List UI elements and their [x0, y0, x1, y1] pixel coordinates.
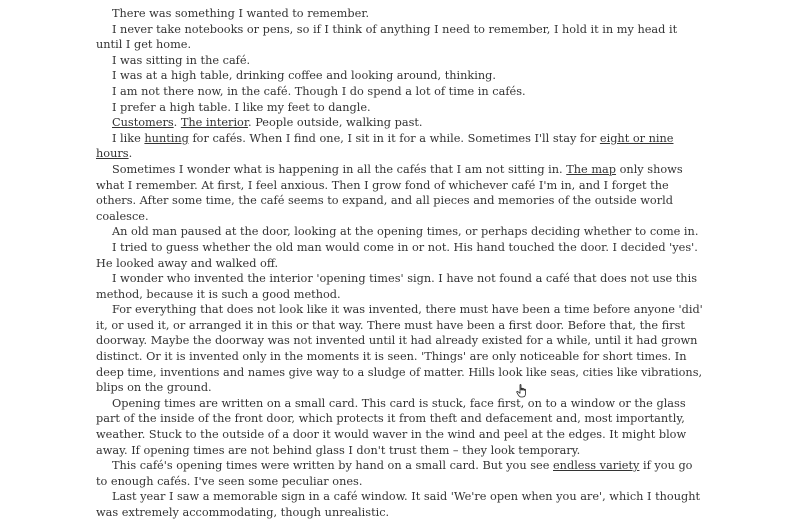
paragraph: [96, 240, 706, 271]
text-run: An old man paused at the door, looking at the opening times, or perhaps deciding whether to come in.: [112, 225, 699, 239]
text-run: I like: [112, 131, 145, 145]
paragraph: [96, 224, 706, 240]
text-run: I am not there now, in the café. Though I do spend a lot of time in cafés.: [112, 84, 526, 98]
text-run: Last year I saw a memorable sign in a café window. It said 'We're open when you are', which I thought was extremely accommodating, though unrealistic.: [96, 490, 701, 519]
paragraph: [96, 489, 706, 520]
text-link[interactable]: endless variety: [553, 459, 640, 473]
text-run: Opening times are written on a small card. This card is stuck, face first, on to a window or the glass part of the inside of the front door, which protects it from theft and defacement and, most importantly, weather. Stuck to the outside of a door it would waver in the wind and peel at the edges. It might blow away. If opening times are not behind glass I don't trust them – they look temporary.: [96, 396, 687, 457]
paragraph: [96, 162, 706, 224]
text-run: Sometimes I wonder what is happening in all the cafés that I am not sitting in.: [112, 162, 567, 176]
paragraph: [96, 84, 706, 100]
text-link[interactable]: The interior: [180, 116, 249, 130]
text-run: There was something I wanted to remember.: [112, 7, 370, 20]
text-run: . People outside, walking past.: [248, 116, 423, 130]
paragraph: [96, 68, 706, 84]
hand-pointer-icon: [516, 384, 528, 398]
text-run: .: [128, 147, 133, 161]
story-text: [96, 6, 706, 521]
text-run: only shows what I remember. At first, I feel anxious. Then I grow fond of whichever café I'm in, and I forget the others. After some time, the café seems to expand, and all pieces and memories of the outside world coalesce.: [96, 162, 683, 223]
paragraph: [96, 302, 706, 396]
paragraph: [96, 131, 706, 162]
paragraph: [96, 458, 706, 489]
text-link[interactable]: eight or nine hours: [96, 131, 674, 161]
text-run: I prefer a high table. I like my feet to dangle.: [112, 100, 371, 114]
paragraph: [96, 100, 706, 116]
paragraph: [96, 396, 706, 458]
text-run: I wonder who invented the interior 'opening times' sign. I have not found a café that does not use this method, because it is such a good method.: [96, 272, 697, 301]
text-link[interactable]: The map: [566, 162, 617, 176]
text-link[interactable]: Customers: [112, 116, 174, 130]
text-run: I was sitting in the café.: [112, 53, 251, 67]
text-run: I was at a high table, drinking coffee and looking around, thinking.: [112, 69, 496, 83]
text-run: for cafés. When I find one, I sit in it for a while. Sometimes I'll stay for: [188, 131, 600, 145]
text-run: For everything that does not look like it was invented, there must have been a time before anyone 'did' it, or used it, or arranged it in this or that way. There must have been a first door. Before that, the first doorway. Maybe the doorway was not invented until it had already existed for a while, until it had grown distinct. Or it is invented only in the moments it is seen. 'Things' are only noticeable for short times. In deep time, inventions and names give way to a sludge of matter. Hills look like seas, cities like vibrations, blips on the ground.: [96, 303, 703, 395]
paragraph: [96, 22, 706, 53]
paragraph: [96, 271, 706, 302]
paragraph: [96, 115, 706, 131]
text-run: This café's opening times were written by hand on a small card. But you see: [112, 459, 553, 473]
paragraph: [96, 53, 706, 69]
text-run: if you go to enough cafés. I've seen some peculiar ones.: [96, 459, 693, 488]
text-run: I tried to guess whether the old man would come in or not. His hand touched the door. I decided 'yes'. He looked away and walked off.: [96, 240, 698, 270]
text-run: I never take notebooks or pens, so if I think of anything I need to remember, I hold it in my head it until I get home.: [96, 22, 678, 52]
text-run: .: [173, 116, 181, 130]
text-link[interactable]: hunting: [144, 131, 189, 145]
paragraph: [96, 6, 706, 22]
